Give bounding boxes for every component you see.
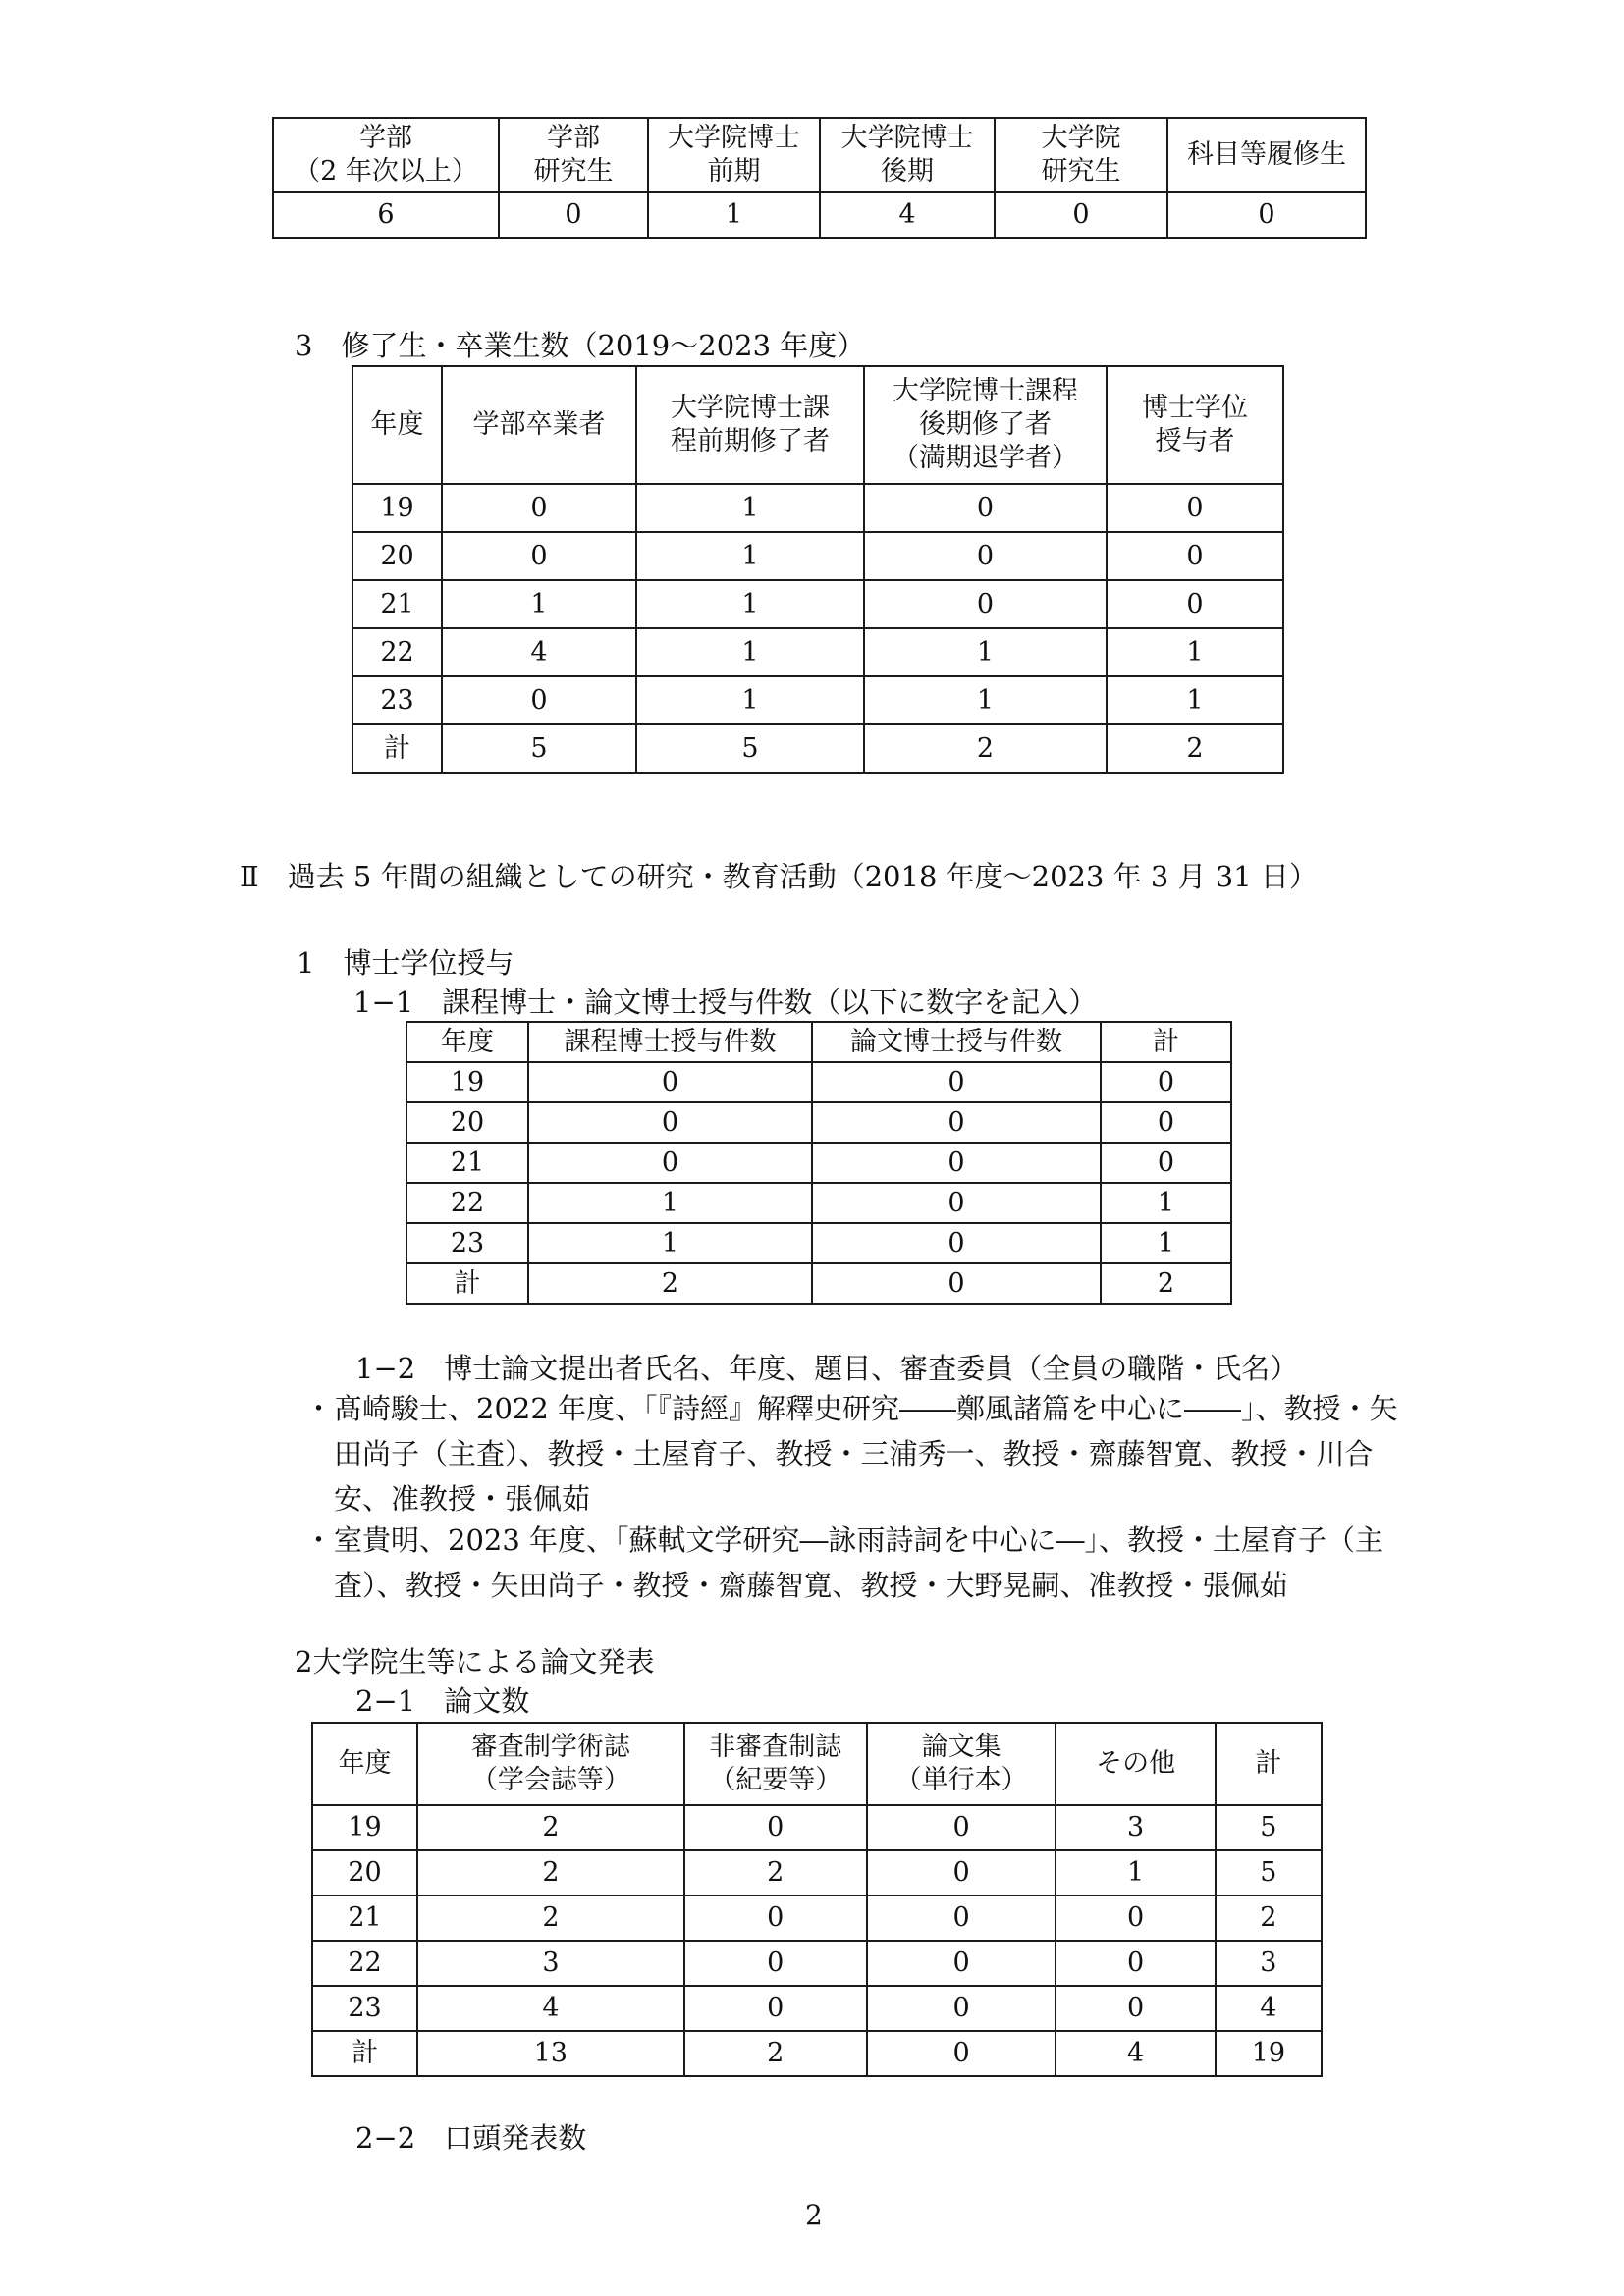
table-row — [352, 676, 1283, 724]
header-cell: 計 — [1216, 1723, 1322, 1805]
value-cell: 1 — [648, 192, 820, 238]
year-cell: 19 — [352, 484, 442, 532]
total-row — [352, 724, 1283, 773]
value-cell: 0 — [1167, 192, 1366, 238]
value-cell: 0 — [864, 532, 1107, 580]
header-cell: 大学院博士課程 後期修了者 （満期退学者） — [864, 366, 1107, 484]
value-cell: 0 — [528, 1102, 812, 1143]
value-cell: 0 — [499, 192, 648, 238]
page-number: 2 — [805, 2199, 823, 2231]
value-cell: 0 — [812, 1062, 1101, 1102]
value-cell: 0 — [528, 1143, 812, 1183]
value-cell: 0 — [864, 484, 1107, 532]
papers-table — [311, 1722, 1323, 2077]
header-cell: 論文博士授与件数 — [812, 1022, 1101, 1062]
value-cell: 19 — [1216, 2031, 1322, 2076]
value-cell: 0 — [442, 532, 636, 580]
degrees-table — [406, 1021, 1232, 1305]
section2-heading: Ⅱ 過去 5 年間の組織としての研究・教育活動（2018 年度～2023 年 3 月 31 日） — [240, 860, 1318, 893]
value-cell: 2 — [417, 1850, 684, 1896]
value-cell: 1 — [528, 1183, 812, 1223]
header-cell: 年度 — [352, 366, 442, 484]
value-cell: 5 — [636, 724, 864, 773]
thesis-entry — [304, 1386, 1404, 1522]
year-cell: 19 — [406, 1062, 528, 1102]
table-row — [406, 1223, 1231, 1263]
value-cell: 0 — [812, 1183, 1101, 1223]
value-cell: 0 — [1107, 484, 1283, 532]
year-cell: 22 — [352, 628, 442, 676]
value-cell: 1 — [864, 628, 1107, 676]
header-cell: 学部 研究生 — [499, 118, 648, 192]
sub2-heading: 2大学院生等による論文発表 — [295, 1645, 655, 1679]
value-cell: 5 — [442, 724, 636, 773]
year-cell: 23 — [406, 1223, 528, 1263]
value-cell: 1 — [636, 676, 864, 724]
year-cell: 21 — [406, 1143, 528, 1183]
value-cell: 0 — [864, 580, 1107, 628]
year-cell: 19 — [312, 1805, 417, 1850]
enrollment-table — [272, 117, 1367, 239]
total-label-cell: 計 — [352, 724, 442, 773]
value-cell: 0 — [1107, 580, 1283, 628]
value-cell: 0 — [995, 192, 1167, 238]
table-row — [312, 1805, 1322, 1850]
value-cell: 1 — [636, 580, 864, 628]
header-cell: 年度 — [312, 1723, 417, 1805]
value-cell: 2 — [1216, 1896, 1322, 1941]
value-cell: 1 — [864, 676, 1107, 724]
value-cell: 1 — [636, 628, 864, 676]
thesis-entry — [304, 1518, 1404, 1608]
value-cell: 0 — [867, 1986, 1056, 2031]
value-cell: 4 — [820, 192, 995, 238]
value-cell: 0 — [1056, 1941, 1215, 1986]
value-cell: 0 — [1101, 1062, 1231, 1102]
table-row — [312, 1896, 1322, 1941]
thesis-entry-text: 髙崎駿士、2022 年度、「『詩經』解釋史研究――鄭風諸篇を中心に――」、教授・矢田尚子（主査）、教授・土屋育子、教授・三浦秀一、教授・齋藤智寛、教授・川合安、准教授・張佩茹 — [334, 1392, 1398, 1516]
year-cell: 20 — [406, 1102, 528, 1143]
sub2-1-heading: 2−1 論文数 — [355, 1684, 530, 1718]
value-cell: 0 — [684, 1805, 867, 1850]
header-cell: 大学院博士課 程前期修了者 — [636, 366, 864, 484]
value-cell: 13 — [417, 2031, 684, 2076]
header-cell: 年度 — [406, 1022, 528, 1062]
section3-heading: 3 修了生・卒業生数（2019～2023 年度） — [295, 329, 866, 362]
value-cell: 0 — [684, 1986, 867, 2031]
value-cell: 0 — [867, 1941, 1056, 1986]
header-cell: 課程博士授与件数 — [528, 1022, 812, 1062]
header-cell: 計 — [1101, 1022, 1231, 1062]
table-row — [406, 1102, 1231, 1143]
year-cell: 21 — [312, 1896, 417, 1941]
table-row — [352, 532, 1283, 580]
value-cell: 3 — [1216, 1941, 1322, 1986]
value-cell: 4 — [1056, 2031, 1215, 2076]
value-cell: 2 — [684, 1850, 867, 1896]
value-cell: 0 — [1056, 1896, 1215, 1941]
value-cell: 1 — [1056, 1850, 1215, 1896]
value-cell: 1 — [528, 1223, 812, 1263]
table-row — [352, 628, 1283, 676]
header-cell: 学部卒業者 — [442, 366, 636, 484]
header-cell: 学部 （2 年次以上） — [273, 118, 499, 192]
table-row — [312, 1986, 1322, 2031]
thesis-entry-text: 室貴明、2023 年度、「蘇軾文学研究―詠雨詩詞を中心に―」、教授・土屋育子（主査）、教授・矢田尚子・教授・齋藤智寛、教授・大野晃嗣、准教授・張佩茹 — [334, 1523, 1384, 1602]
value-cell: 1 — [1107, 676, 1283, 724]
value-cell: 2 — [417, 1896, 684, 1941]
table-row — [406, 1062, 1231, 1102]
value-cell: 3 — [417, 1941, 684, 1986]
value-cell: 1 — [1107, 628, 1283, 676]
value-cell: 0 — [1101, 1102, 1231, 1143]
header-cell: 博士学位 授与者 — [1107, 366, 1283, 484]
value-cell: 6 — [273, 192, 499, 238]
value-cell: 4 — [417, 1986, 684, 2031]
value-cell: 0 — [1101, 1143, 1231, 1183]
value-cell: 0 — [1107, 532, 1283, 580]
value-cell: 0 — [867, 1805, 1056, 1850]
value-cell: 5 — [1216, 1805, 1322, 1850]
value-cell: 0 — [442, 484, 636, 532]
value-cell: 1 — [1101, 1183, 1231, 1223]
year-cell: 20 — [312, 1850, 417, 1896]
value-cell: 2 — [417, 1805, 684, 1850]
value-cell: 0 — [442, 676, 636, 724]
value-cell: 0 — [812, 1102, 1101, 1143]
value-cell: 0 — [1056, 1986, 1215, 2031]
graduates-table — [352, 365, 1284, 774]
year-cell: 21 — [352, 580, 442, 628]
year-cell: 22 — [406, 1183, 528, 1223]
value-cell: 3 — [1056, 1805, 1215, 1850]
value-cell: 0 — [867, 1896, 1056, 1941]
value-cell: 1 — [442, 580, 636, 628]
header-cell: 大学院博士 前期 — [648, 118, 820, 192]
year-cell: 20 — [352, 532, 442, 580]
value-cell: 4 — [442, 628, 636, 676]
value-cell: 2 — [528, 1263, 812, 1304]
value-cell: 0 — [812, 1223, 1101, 1263]
header-cell: 科目等履修生 — [1167, 118, 1366, 192]
value-cell: 2 — [1101, 1263, 1231, 1304]
value-cell: 0 — [812, 1263, 1101, 1304]
total-row — [312, 2031, 1322, 2076]
value-cell: 2 — [1107, 724, 1283, 773]
sub1-1-heading: 1−1 課程博士・論文博士授与件数（以下に数字を記入） — [353, 986, 1098, 1019]
table-row — [406, 1183, 1231, 1223]
sub2-2-heading: 2−2 口頭発表数 — [355, 2121, 587, 2155]
year-cell: 23 — [312, 1986, 417, 2031]
sub1-2-heading: 1−2 博士論文提出者氏名、年度、題目、審査委員（全員の職階・氏名） — [355, 1352, 1299, 1385]
table-row — [352, 580, 1283, 628]
table-row — [312, 1941, 1322, 1986]
header-cell: 論文集 （単行本） — [867, 1723, 1056, 1805]
header-cell: 非審査制誌 （紀要等） — [684, 1723, 867, 1805]
table-row — [406, 1143, 1231, 1183]
table-row — [312, 1850, 1322, 1896]
header-cell: その他 — [1056, 1723, 1215, 1805]
value-cell: 0 — [867, 2031, 1056, 2076]
value-cell: 0 — [528, 1062, 812, 1102]
bullet: ・ — [304, 1392, 334, 1425]
value-cell: 1 — [636, 532, 864, 580]
value-cell: 4 — [1216, 1986, 1322, 2031]
bullet: ・ — [304, 1523, 334, 1557]
value-cell: 0 — [684, 1941, 867, 1986]
value-cell: 0 — [684, 1896, 867, 1941]
total-label-cell: 計 — [312, 2031, 417, 2076]
value-cell: 1 — [1101, 1223, 1231, 1263]
year-cell: 23 — [352, 676, 442, 724]
year-cell: 22 — [312, 1941, 417, 1986]
value-cell: 0 — [812, 1143, 1101, 1183]
value-cell: 2 — [864, 724, 1107, 773]
total-row — [406, 1263, 1231, 1304]
header-cell: 大学院 研究生 — [995, 118, 1167, 192]
value-cell: 0 — [867, 1850, 1056, 1896]
value-cell: 2 — [684, 2031, 867, 2076]
total-label-cell: 計 — [406, 1263, 528, 1304]
value-cell: 5 — [1216, 1850, 1322, 1896]
table-row — [352, 484, 1283, 532]
value-cell: 1 — [636, 484, 864, 532]
header-cell: 審査制学術誌 （学会誌等） — [417, 1723, 684, 1805]
sub1-heading: 1 博士学位授与 — [297, 946, 514, 980]
header-cell: 大学院博士 後期 — [820, 118, 995, 192]
